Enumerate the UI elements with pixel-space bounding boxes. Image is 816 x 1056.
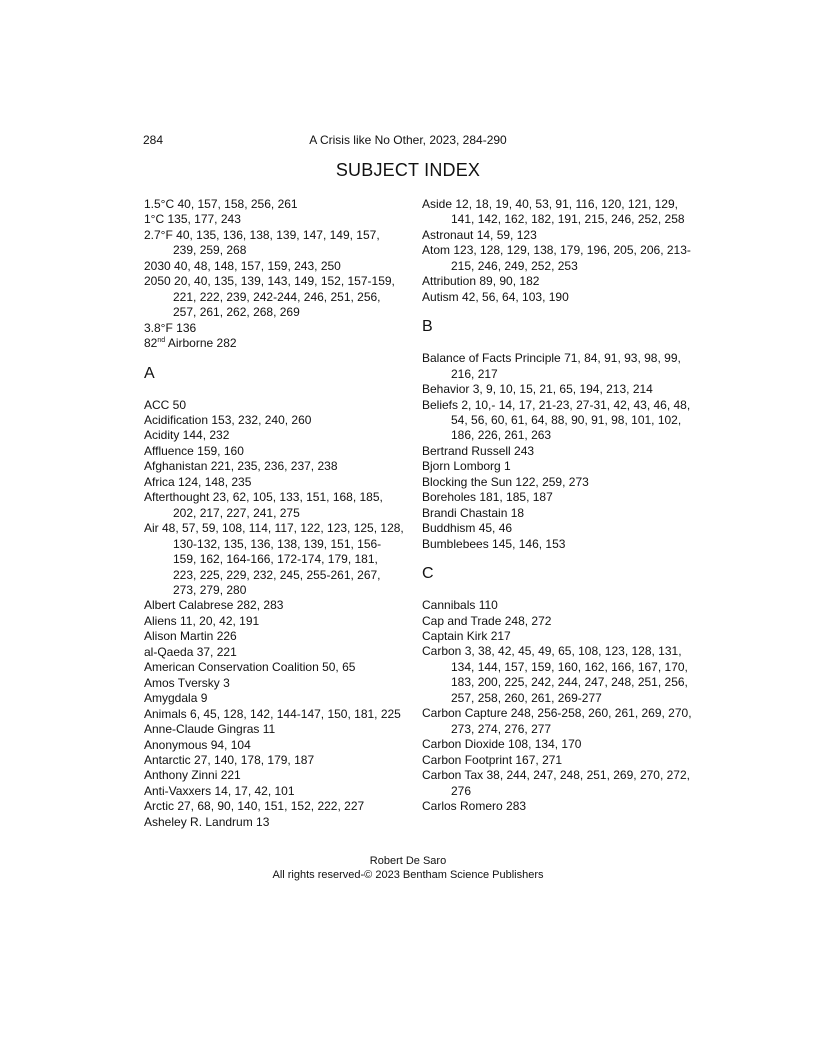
index-entry: Autism 42, 56, 64, 103, 190 (422, 289, 569, 304)
index-entry: Balance of Facts Principle 71, 84, 91, 93, 98, 99, 216, 217 (422, 351, 681, 381)
index-entry: Afterthought 23, 62, 105, 133, 151, 168, 185, 202, 217, 227, 241, 275 (144, 490, 383, 520)
index-entry: Amos Tversky 3 (144, 675, 230, 690)
index-entry: 82nd Airborne 282 (144, 336, 237, 351)
index-entry: Captain Kirk 217 (422, 628, 511, 643)
index-entry: 2030 40, 48, 148, 157, 159, 243, 250 (144, 258, 341, 273)
index-entry: Cap and Trade 248, 272 (422, 613, 552, 628)
index-entry: Cannibals 110 (422, 598, 498, 613)
index-entry: Asheley R. Landrum 13 (144, 814, 270, 829)
index-entry: Buddhism 45, 46 (422, 521, 513, 536)
running-title: A Crisis like No Other, 2023, 284-290 (309, 133, 507, 147)
index-section-letter: A (144, 364, 155, 382)
index-entry: 1°C 135, 177, 243 (144, 212, 241, 227)
index-entry: 2050 20, 40, 135, 139, 143, 149, 152, 157-159, 221, 222, 239, 242-244, 246, 251, 256, 257, 261, 262, 268, 269 (144, 274, 395, 320)
index-entry: Attribution 89, 90, 182 (422, 274, 540, 289)
index-entry: Carbon 3, 38, 42, 45, 49, 65, 108, 123, 128, 131, 134, 144, 157, 159, 160, 162, 166, 167, 170, 183, 200, 225, 242, 244, 247, 248, 251, 256, 257, 258, 260, 261, 269-277 (422, 644, 688, 705)
index-entry: Afghanistan 221, 235, 236, 237, 238 (144, 459, 338, 474)
index-entry: Anne-Claude Gingras 11 (144, 722, 276, 737)
index-entry: Carbon Capture 248, 256-258, 260, 261, 269, 270, 273, 274, 276, 277 (422, 706, 692, 736)
index-entry: Carbon Tax 38, 244, 247, 248, 251, 269, 270, 272, 276 (422, 768, 690, 798)
index-entry: Blocking the Sun 122, 259, 273 (422, 474, 589, 489)
page-footer (0, 854, 816, 882)
index-entry: 1.5°C 40, 157, 158, 256, 261 (144, 197, 298, 211)
index-entry: Carbon Dioxide 108, 134, 170 (422, 737, 582, 752)
index-entry-rest: Airborne 282 (165, 336, 237, 351)
index-entry: Bumblebees 145, 146, 153 (422, 536, 566, 551)
page-title: SUBJECT INDEX (335, 160, 481, 180)
index-entry: Brandi Chastain 18 (422, 505, 525, 520)
index-entry: Air 48, 57, 59, 108, 114, 117, 122, 123, 125, 128, 130-132, 135, 136, 138, 139, 151, 156-159, 162, 164-166, 172-174, 179, 181, 223, 225, 229, 232, 245, 255-261, 267, 273, 279, 280 (144, 521, 404, 597)
index-entry: Aliens 11, 20, 42, 191 (144, 613, 260, 628)
index-entry: American Conservation Coalition 50, 65 (144, 660, 356, 675)
index-section-letter: B (422, 318, 433, 336)
index-entry: Anthony Zinni 221 (144, 768, 241, 783)
index-entry: Albert Calabrese 282, 283 (144, 598, 284, 613)
index-entry: Beliefs 2, 10,- 14, 17, 21-23, 27-31, 42, 43, 46, 48, 54, 56, 60, 61, 64, 88, 90, 91, 98, 101, 102, 186, 226, 261, 263 (422, 397, 691, 443)
index-entry: al-Qaeda 37, 221 (144, 644, 237, 659)
index-column-left (144, 197, 404, 830)
index-entry: 3.8°F 136 (144, 320, 197, 335)
index-entry: Alison Martin 226 (144, 629, 237, 644)
index-entry: Behavior 3, 9, 10, 15, 21, 65, 194, 213, 214 (422, 382, 653, 397)
index-entry: Bertrand Russell 243 (422, 443, 535, 458)
index-entry: Boreholes 181, 185, 187 (422, 490, 553, 505)
ordinal-suffix: nd (157, 337, 166, 345)
index-entry: Arctic 27, 68, 90, 140, 151, 152, 222, 227 (144, 799, 365, 814)
index-section-letter: C (422, 565, 434, 583)
index-entry: Acidity 144, 232 (144, 428, 230, 443)
footer-author: Robert De Saro (369, 855, 447, 867)
index-entry: Africa 124, 148, 235 (144, 474, 252, 489)
footer-rights: All rights reserved-© 2023 Bentham Science Publishers (272, 869, 544, 881)
index-entry: Affluence 159, 160 (144, 443, 244, 458)
index-entry: Acidification 153, 232, 240, 260 (144, 412, 312, 427)
page-number: 284 (143, 133, 164, 147)
index-entry: Carlos Romero 283 (422, 798, 527, 813)
index-entry: Anti-Vaxxers 14, 17, 42, 101 (144, 783, 295, 798)
index-entry: Carbon Footprint 167, 271 (422, 752, 563, 767)
index-entry: Amygdala 9 (144, 691, 208, 706)
index-entry: Animals 6, 45, 128, 142, 144-147, 150, 181, 225 (144, 706, 401, 721)
index-entry: Antarctic 27, 140, 178, 179, 187 (144, 752, 315, 767)
index-entry: Astronaut 14, 59, 123 (422, 227, 537, 242)
index-entry: Bjorn Lomborg 1 (422, 459, 511, 474)
index-entry: 2.7°F 40, 135, 136, 138, 139, 147, 149, 157, 239, 259, 268 (144, 227, 380, 258)
index-entry: Atom 123, 128, 129, 138, 179, 196, 205, 206, 213-215, 246, 249, 252, 253 (422, 243, 691, 273)
index-entry: Aside 12, 18, 19, 40, 53, 91, 116, 120, 121, 129, 141, 142, 162, 182, 191, 215, 246, 252, 258 (422, 197, 685, 227)
index-entry: Anonymous 94, 104 (144, 737, 251, 752)
index-column-right (422, 197, 692, 814)
index-entry: ACC 50 (144, 397, 187, 412)
